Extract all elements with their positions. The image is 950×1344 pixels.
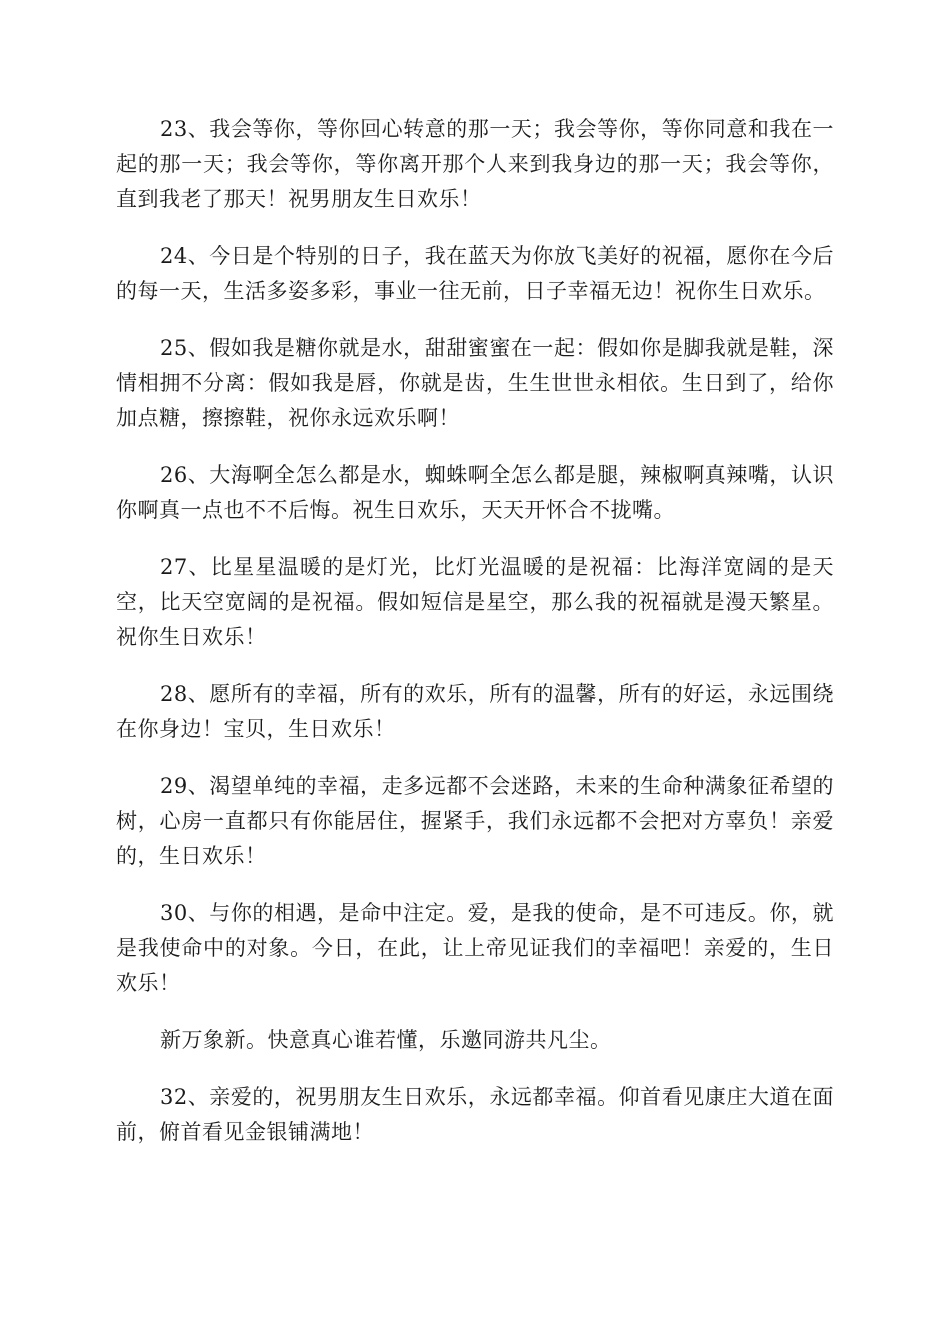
paragraph-25: 25、假如我是糖你就是水，甜甜蜜蜜在一起：假如你是脚我就是鞋，深情相拥不分离：假如我是唇，你就是齿，生生世世永相依。生日到了，给你加点糖，擦擦鞋，祝你永远欢乐啊！ <box>116 336 834 430</box>
paragraph-24: 24、今日是个特别的日子，我在蓝天为你放飞美好的祝福，愿你在今后的每一天，生活多姿多彩，事业一往无前，日子幸福无边！祝你生日欢乐。 <box>116 244 834 303</box>
paragraph-28: 28、愿所有的幸福，所有的欢乐，所有的温馨，所有的好运，永远围绕在你身边！宝贝，生日欢乐！ <box>116 682 834 741</box>
paragraph-29: 29、渴望单纯的幸福，走多远都不会迷路，未来的生命种满象征希望的树，心房一直都只有你能居住，握紧手，我们永远都不会把对方辜负！亲爱的，生日欢乐！ <box>116 774 834 868</box>
document-body <box>116 112 834 1172</box>
paragraph-31-fragment: 新万象新。快意真心谁若懂，乐邀同游共凡尘。 <box>160 1028 612 1052</box>
paragraph-23: 23、我会等你，等你回心转意的那一天；我会等你，等你同意和我在一起的那一天；我会等你，等你离开那个人来到我身边的那一天；我会等你，直到我老了那天！祝男朋友生日欢乐！ <box>116 117 834 211</box>
paragraph-32: 32、亲爱的，祝男朋友生日欢乐，永远都幸福。仰首看见康庄大道在面前，俯首看见金银铺满地！ <box>116 1085 834 1144</box>
paragraph-26: 26、大海啊全怎么都是水，蜘蛛啊全怎么都是腿，辣椒啊真辣嘴，认识你啊真一点也不不后悔。祝生日欢乐，天天开怀合不拢嘴。 <box>116 463 834 522</box>
paragraph-30: 30、与你的相遇，是命中注定。爱，是我的使命，是不可违反。你，就是我使命中的对象。今日，在此，让上帝见证我们的幸福吧！亲爱的，生日欢乐！ <box>116 901 834 995</box>
paragraph-27: 27、比星星温暖的是灯光，比灯光温暖的是祝福：比海洋宽阔的是天空，比天空宽阔的是祝福。假如短信是星空，那么我的祝福就是漫天繁星。祝你生日欢乐！ <box>116 555 834 649</box>
